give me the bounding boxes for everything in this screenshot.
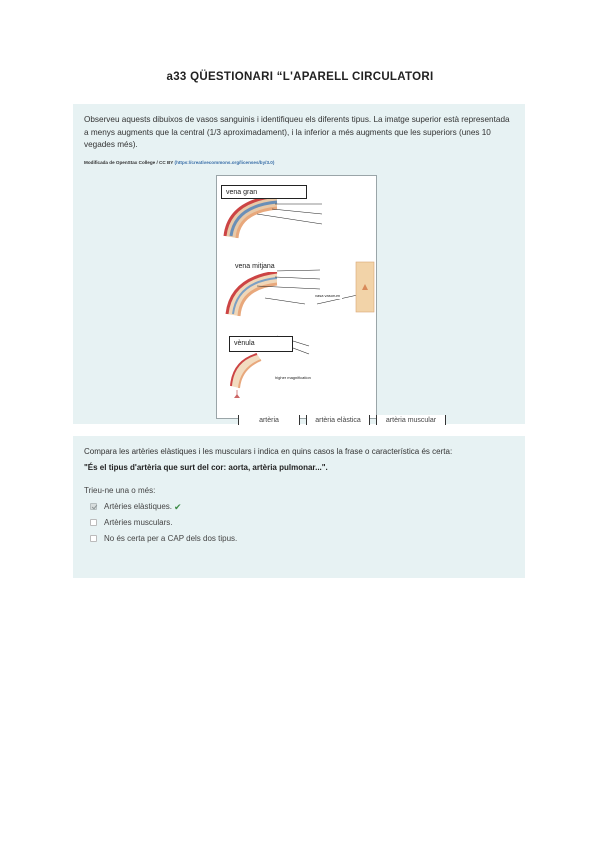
answer-option[interactable]: artèria: [238, 415, 300, 425]
option-none[interactable]: [90, 534, 514, 543]
question-text: Compara les artèries elàstiques i les musculars i indica en quins casos la frase o característica és certa:: [84, 447, 453, 456]
credit-text: Modificada de OpenStax College / CC BY: [84, 159, 175, 165]
question-intro: Observeu aquests dibuixos de vasos sanguinis i identifiqueu els diferents tipus. La imatge superior està representada a menys augments que la central (1/3 aproximadament), i la inferior a més augments que les superiors (unes 10 vegades més).: [84, 115, 510, 149]
correct-check-icon: ✔: [174, 501, 182, 512]
option-label: Artèries elàstiques.: [104, 502, 173, 511]
option-elastic-arteries[interactable]: [90, 502, 514, 511]
large-vein-drawing: [225, 196, 322, 238]
medium-vein-label: vena mitjana: [235, 263, 275, 270]
option-label: Artèries musculars.: [104, 518, 173, 527]
question-statement: "És el tipus d'artèria que surt del cor: aorta, artèria pulmonar...".: [84, 463, 328, 472]
image-credit: [84, 160, 514, 165]
answer-option[interactable]: artèria muscular: [376, 415, 446, 425]
checkbox[interactable]: [90, 503, 97, 510]
magnification-label: higher magnification: [275, 375, 311, 380]
option-muscular-arteries[interactable]: [90, 518, 514, 527]
vasa-vasorum-label: vasa vasorum: [315, 293, 340, 298]
option-label: No és certa per a CAP dels dos tipus.: [104, 534, 238, 543]
large-vein-label: vena gran: [226, 189, 258, 196]
answer-options: [238, 415, 446, 425]
choice-prompt: Trieu-ne una o més:: [84, 486, 156, 495]
page-title: a33 QÜESTIONARI “L'APARELL CIRCULATORI: [166, 71, 434, 83]
checkbox[interactable]: [90, 535, 97, 542]
credit-link[interactable]: (https://creativecommons.org/licenses/by/3.0): [174, 159, 275, 165]
blood-vessel-figure: [216, 175, 377, 419]
large-vein-box: [221, 185, 307, 199]
question-card-2: [73, 436, 525, 578]
answer-option[interactable]: artèria elàstica: [306, 415, 370, 425]
venule-box: [229, 336, 293, 352]
checkbox[interactable]: [90, 519, 97, 526]
venule-label: vènula: [234, 340, 255, 347]
vessel-illustration: [217, 176, 376, 418]
question-card-1: [73, 104, 525, 424]
